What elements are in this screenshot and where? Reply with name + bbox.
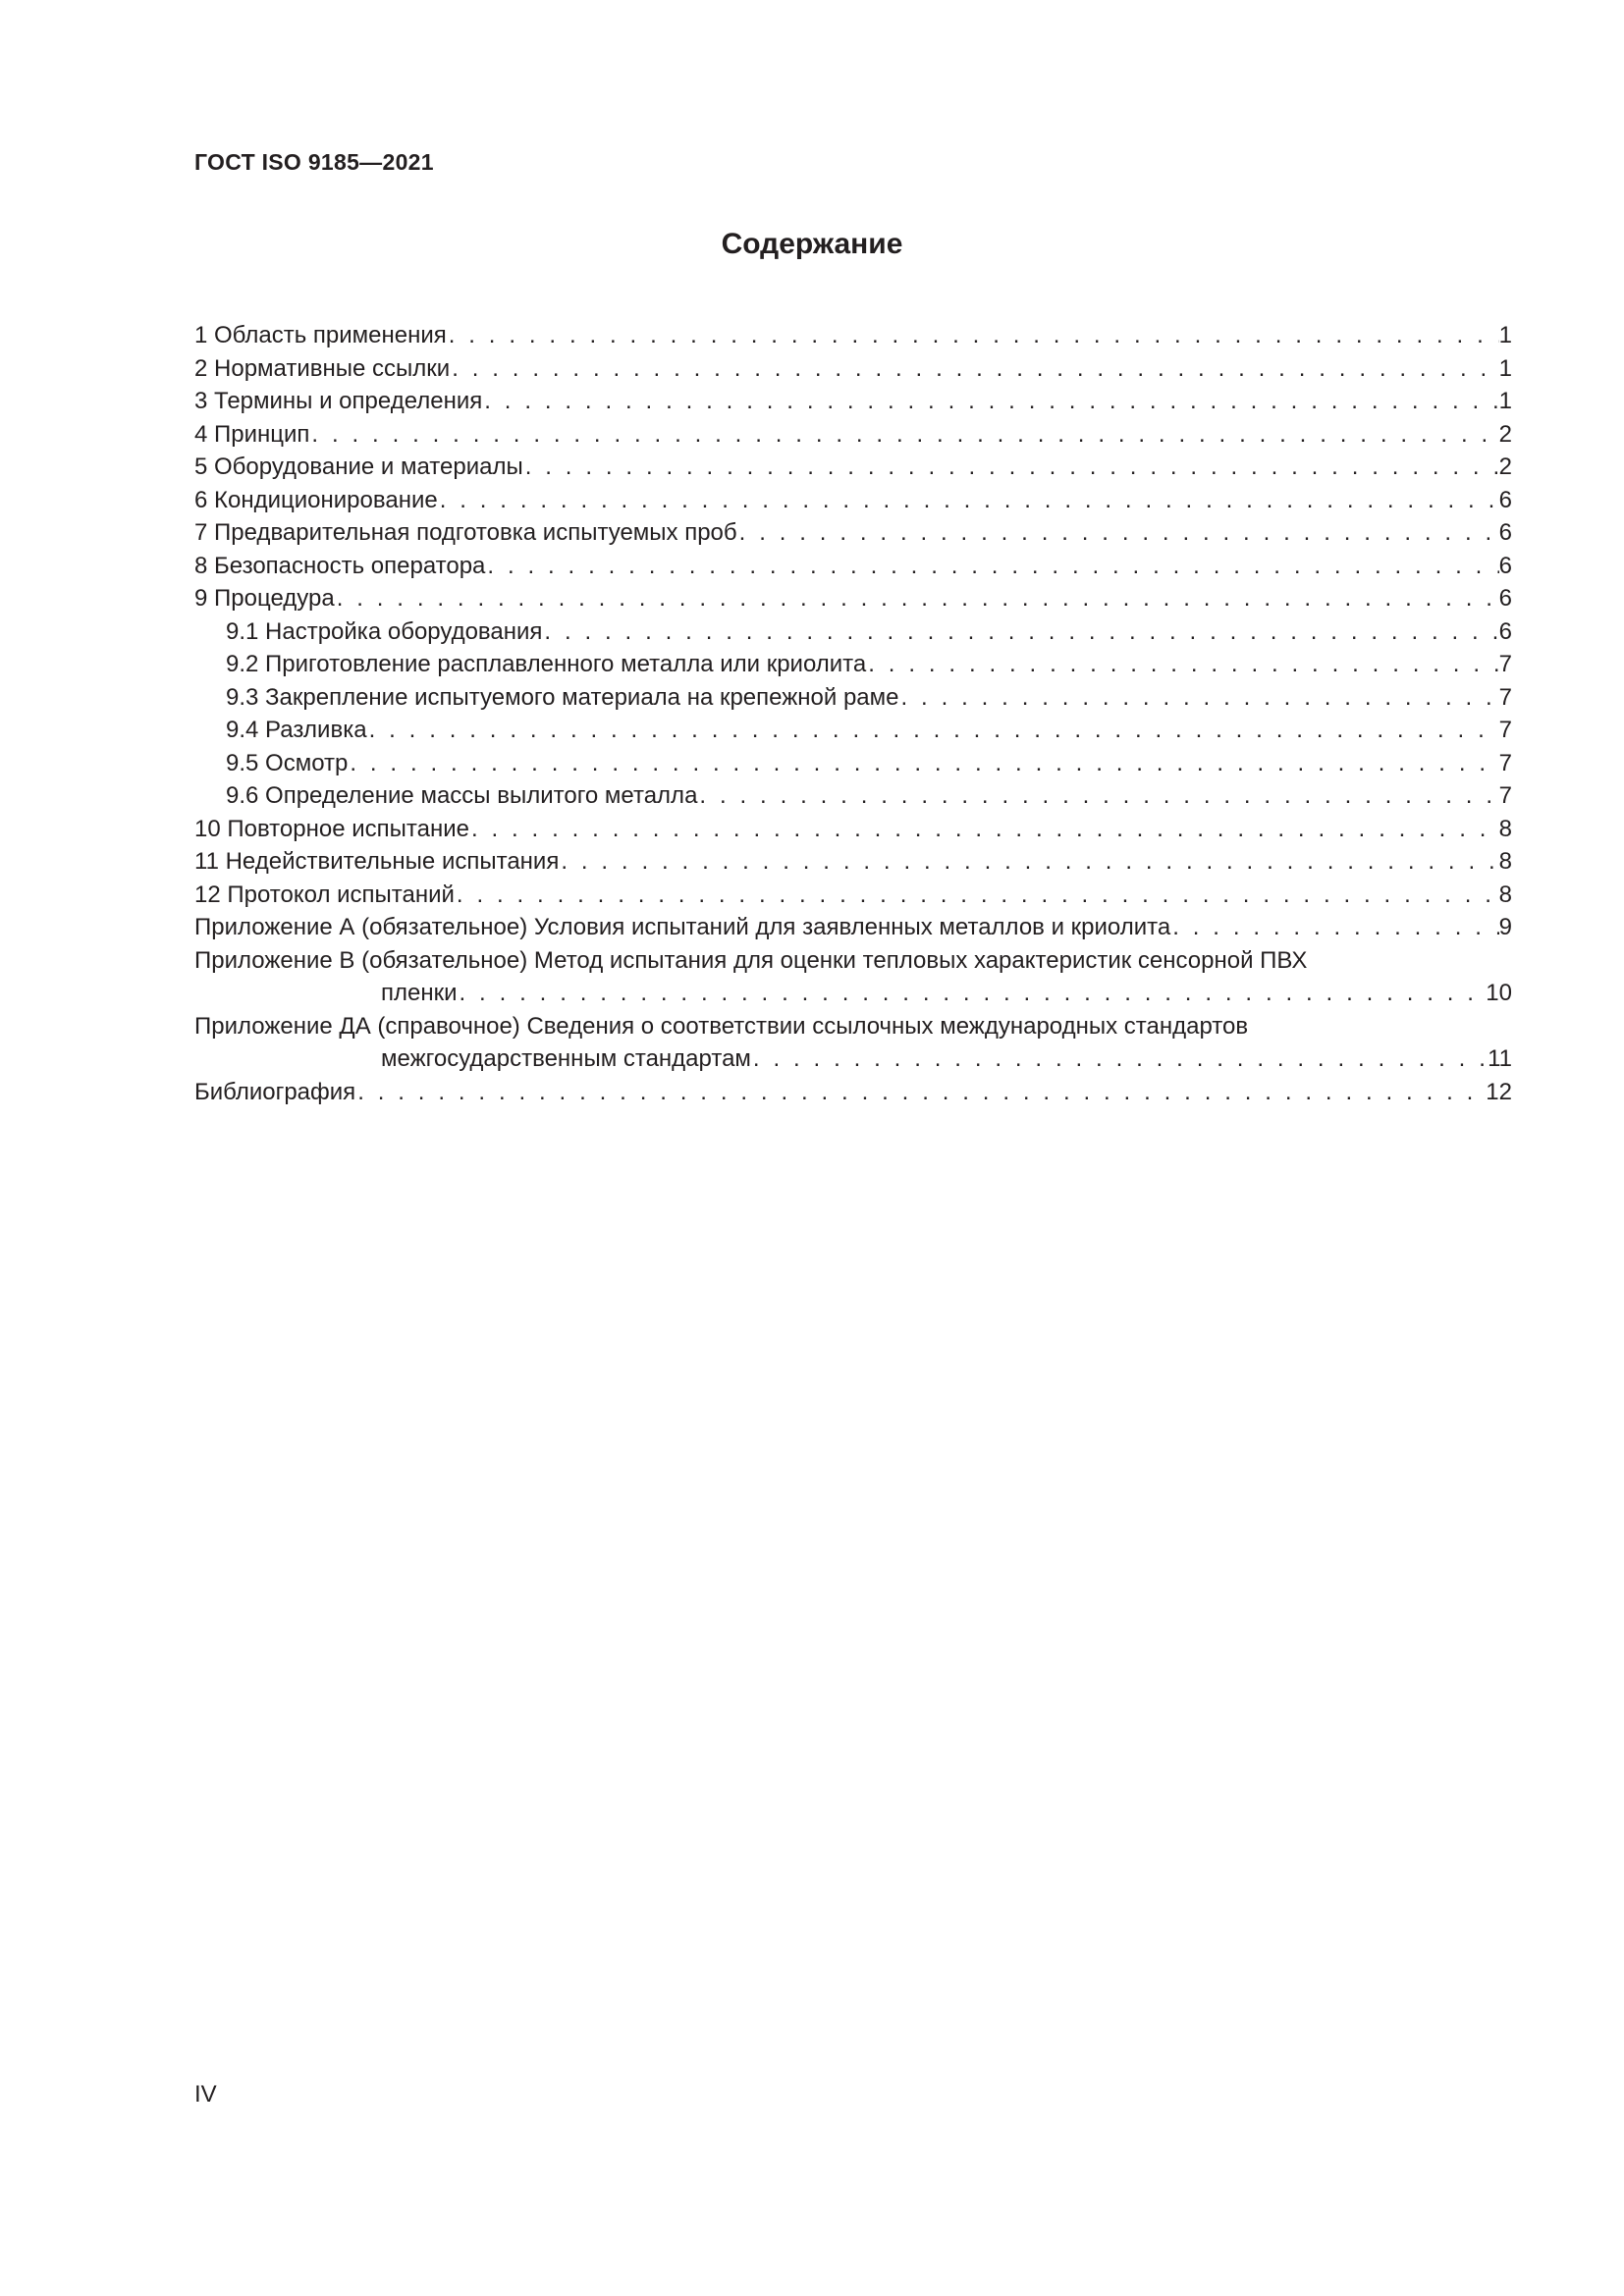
toc-label: 10 Повторное испытание — [194, 815, 469, 842]
toc-subentry[interactable] — [194, 681, 1512, 715]
toc-label-line2: пленки — [381, 980, 458, 1006]
toc-label: 6 Кондиционирование — [194, 486, 438, 513]
toc-page: 2 — [1498, 420, 1512, 448]
toc-subentry[interactable] — [194, 615, 1512, 649]
toc-page: 1 — [1498, 354, 1512, 382]
toc-label: 5 Оборудование и материалы — [194, 454, 523, 480]
toc-leader — [485, 550, 1498, 583]
toc-page: 6 — [1498, 585, 1512, 612]
toc-leader — [469, 813, 1499, 846]
toc-label: 8 Безопасность оператора — [194, 552, 486, 579]
toc-entry-annex-a[interactable] — [194, 911, 1512, 944]
toc-subentry[interactable] — [194, 714, 1512, 747]
toc-leader — [542, 615, 1498, 649]
toc-label: Библиография — [194, 1078, 356, 1105]
toc-leader — [1170, 911, 1498, 944]
toc-leader — [737, 516, 1499, 550]
toc-page: 6 — [1498, 486, 1512, 513]
toc-leader — [355, 1076, 1486, 1109]
toc-leader — [482, 385, 1498, 418]
toc-page: 10 — [1486, 980, 1512, 1006]
toc-page: 6 — [1498, 552, 1512, 579]
toc-page: 7 — [1498, 749, 1512, 776]
toc-page: 9 — [1498, 914, 1512, 940]
toc-leader — [438, 484, 1499, 517]
toc-label: 9.2 Приготовление расплавленного металла или криолита — [226, 651, 867, 677]
toc-leader — [559, 845, 1498, 879]
toc-page: 1 — [1498, 322, 1512, 348]
toc-page: 8 — [1498, 881, 1512, 908]
toc-page: 8 — [1498, 815, 1512, 842]
toc-page: 7 — [1498, 651, 1512, 677]
toc-label-line2: межгосударственным стандартам — [381, 1045, 751, 1072]
toc-page: 8 — [1498, 848, 1512, 875]
toc-entry-bibliography[interactable] — [194, 1076, 1512, 1109]
toc-leader — [523, 451, 1499, 484]
toc-leader — [458, 977, 1487, 1010]
toc-label: 12 Протокол испытаний — [194, 881, 455, 908]
toc-label: Приложение А (обязательное) Условия испытаний для заявленных металлов и криолита — [194, 914, 1171, 940]
toc-entry[interactable] — [194, 845, 1512, 879]
toc-label: 11 Недействительные испытания — [194, 848, 560, 875]
toc-page: 7 — [1498, 683, 1512, 711]
toc-label: 9.1 Настройка оборудования — [226, 617, 543, 645]
toc-entry[interactable] — [194, 516, 1512, 550]
toc-entry[interactable] — [194, 550, 1512, 583]
toc-leader — [751, 1042, 1488, 1076]
toc-label: 4 Принцип — [194, 420, 310, 448]
toc-page: 12 — [1486, 1078, 1512, 1105]
toc-label: 9.3 Закрепление испытуемого материала на крепежной раме — [226, 683, 899, 711]
toc-label: 3 Термины и определения — [194, 388, 483, 414]
toc-leader — [335, 582, 1499, 615]
page-title: Содержание — [721, 228, 903, 260]
toc-page: 7 — [1498, 717, 1512, 743]
table-of-contents — [194, 319, 1512, 1108]
toc-label: 1 Область применения — [194, 322, 447, 348]
toc-label: 9.6 Определение массы вылитого металла — [226, 782, 698, 809]
toc-label: 2 Нормативные ссылки — [194, 354, 451, 382]
toc-entry[interactable] — [194, 319, 1512, 352]
toc-entry[interactable] — [194, 484, 1512, 517]
toc-leader — [866, 648, 1498, 681]
toc-label-line1: Приложение В (обязательное) Метод испытания для оценки тепловых характеристик сенсорной ПВХ — [194, 946, 1308, 974]
toc-label: 9 Процедура — [194, 585, 335, 612]
toc-leader — [348, 747, 1498, 780]
toc-leader — [367, 714, 1499, 747]
toc-page: 2 — [1498, 454, 1512, 480]
toc-entry[interactable] — [194, 451, 1512, 484]
toc-leader — [899, 681, 1499, 715]
toc-leader — [697, 779, 1498, 813]
toc-leader — [309, 418, 1498, 452]
toc-entry-annex-b[interactable] — [194, 944, 1512, 1010]
toc-label: 9.4 Разливка — [226, 717, 367, 743]
toc-label-line1: Приложение ДА (справочное) Сведения о соответствии ссылочных международных стандартов — [194, 1012, 1249, 1040]
toc-subentry[interactable] — [194, 779, 1512, 813]
toc-page: 7 — [1498, 782, 1512, 809]
toc-entry[interactable] — [194, 813, 1512, 846]
toc-page: 11 — [1488, 1045, 1512, 1072]
toc-label: 9.5 Осмотр — [226, 749, 349, 776]
toc-leader — [455, 879, 1499, 912]
document-code: ГОСТ ISO 9185—2021 — [194, 149, 434, 175]
toc-entry[interactable] — [194, 879, 1512, 912]
toc-entry[interactable] — [194, 385, 1512, 418]
toc-page: 6 — [1498, 519, 1512, 546]
page-number: IV — [194, 2081, 217, 2108]
toc-page: 1 — [1498, 388, 1512, 414]
toc-entry[interactable] — [194, 418, 1512, 452]
toc-entry[interactable] — [194, 582, 1512, 615]
toc-leader — [450, 352, 1498, 386]
toc-leader — [447, 319, 1499, 352]
toc-label: 7 Предварительная подготовка испытуемых проб — [194, 519, 737, 546]
toc-page: 6 — [1498, 617, 1512, 645]
toc-subentry[interactable] — [194, 747, 1512, 780]
toc-entry[interactable] — [194, 352, 1512, 386]
toc-entry-annex-da[interactable] — [194, 1010, 1512, 1076]
toc-subentry[interactable] — [194, 648, 1512, 681]
